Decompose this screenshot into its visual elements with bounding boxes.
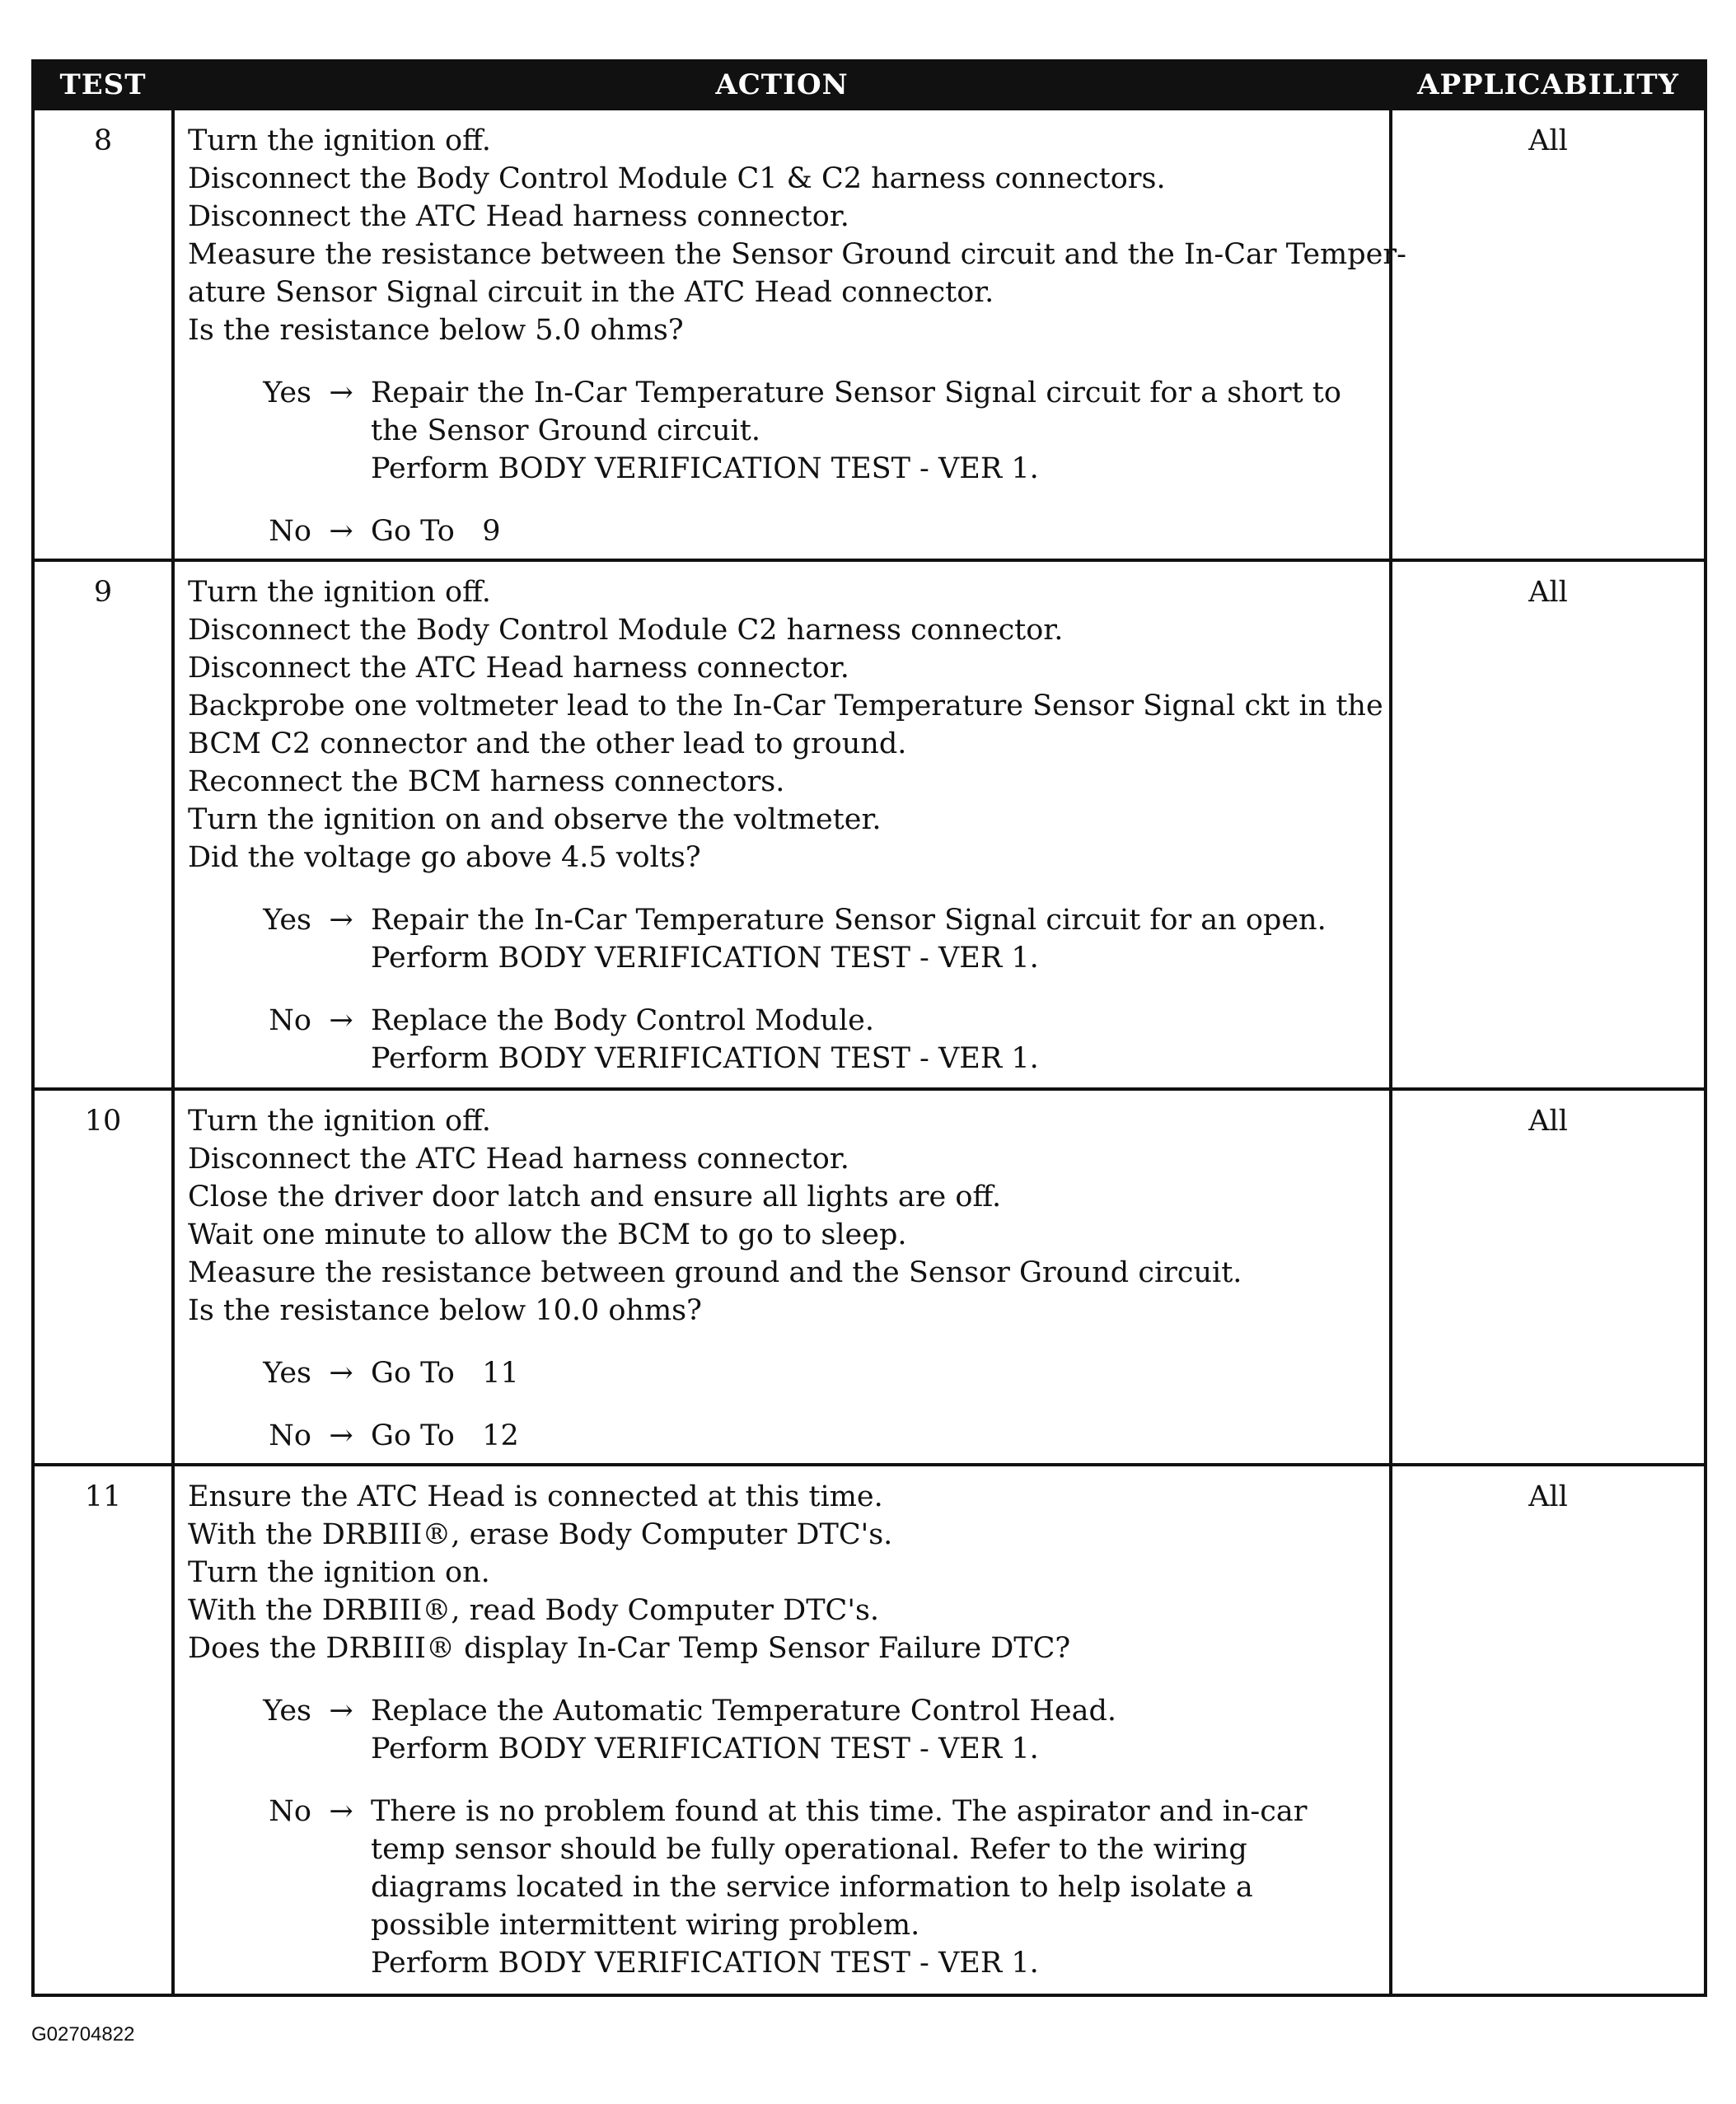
action-step: ature Sensor Signal circuit in the ATC Head connector. bbox=[188, 276, 994, 309]
action-step: With the DRBIII®, erase Body Computer DTC's. bbox=[188, 1518, 893, 1551]
action-step: Wait one minute to allow the BCM to go to sleep. bbox=[188, 1218, 907, 1251]
action-step: Is the resistance below 5.0 ohms? bbox=[188, 314, 684, 347]
outcome-label: No bbox=[269, 1419, 311, 1452]
outcome-text bbox=[371, 1417, 1383, 1455]
header-applicability: APPLICABILITY bbox=[1391, 61, 1706, 109]
action-step: Disconnect the ATC Head harness connector. bbox=[188, 652, 849, 685]
table-row bbox=[33, 560, 1706, 1089]
outcome-line: Perform BODY VERIFICATION TEST - VER 1. bbox=[371, 1042, 1039, 1075]
action-step: Disconnect the ATC Head harness connector. bbox=[188, 200, 849, 233]
outcome-line: Perform BODY VERIFICATION TEST - VER 1. bbox=[371, 942, 1039, 975]
action-cell bbox=[173, 1089, 1391, 1465]
outcome-text bbox=[371, 901, 1383, 977]
outcome-line: possible intermittent wiring problem. bbox=[371, 1909, 920, 1942]
arrow-right-icon: → bbox=[329, 904, 353, 937]
outcome-line: the Sensor Ground circuit. bbox=[371, 414, 760, 447]
outcome-text bbox=[371, 1002, 1383, 1078]
action-step: Ensure the ATC Head is connected at this time. bbox=[188, 1480, 883, 1513]
table-row bbox=[33, 109, 1706, 560]
action-step: Close the driver door latch and ensure all lights are off. bbox=[188, 1181, 1002, 1213]
action-step: With the DRBIII®, read Body Computer DTC's. bbox=[188, 1594, 880, 1627]
table-body bbox=[33, 109, 1706, 1995]
outcome-label: No bbox=[269, 515, 311, 548]
table-header-row bbox=[33, 61, 1706, 109]
outcome-line: Perform BODY VERIFICATION TEST - VER 1. bbox=[371, 1732, 1039, 1765]
action-step: Did the voltage go above 4.5 volts? bbox=[188, 841, 701, 874]
test-number: 9 bbox=[33, 560, 173, 1089]
outcome-line: There is no problem found at this time. The aspirator and in-car bbox=[371, 1795, 1308, 1828]
outcome-no bbox=[188, 1417, 1383, 1455]
outcome-yes bbox=[188, 1692, 1383, 1768]
outcome-label: No bbox=[269, 1004, 311, 1037]
header-action: ACTION bbox=[173, 61, 1391, 109]
outcome-label: Yes bbox=[263, 1357, 311, 1390]
action-step: Disconnect the ATC Head harness connector. bbox=[188, 1143, 849, 1176]
action-step: Measure the resistance between ground and the Sensor Ground circuit. bbox=[188, 1256, 1242, 1289]
outcome-label: Yes bbox=[263, 904, 311, 937]
diagnostic-test-table bbox=[31, 59, 1707, 1997]
action-step: Turn the ignition off. bbox=[188, 576, 491, 609]
action-step: Turn the ignition on. bbox=[188, 1556, 490, 1589]
action-step: Does the DRBIII® display In-Car Temp Sensor Failure DTC? bbox=[188, 1632, 1071, 1665]
outcome-line: Go To 12 bbox=[371, 1419, 519, 1452]
outcome-line: Go To 11 bbox=[371, 1357, 519, 1390]
action-step: Disconnect the Body Control Module C1 & C2 harness connectors. bbox=[188, 162, 1166, 195]
outcome-yes bbox=[188, 1354, 1383, 1392]
action-step: Backprobe one voltmeter lead to the In-Car Temperature Sensor Signal ckt in the bbox=[188, 690, 1383, 722]
outcome-line: Perform BODY VERIFICATION TEST - VER 1. bbox=[371, 1947, 1039, 1980]
header-test: TEST bbox=[33, 61, 173, 109]
arrow-right-icon: → bbox=[329, 1795, 353, 1828]
outcome-no bbox=[188, 1002, 1383, 1078]
applicability-value: All bbox=[1391, 1089, 1706, 1465]
applicability-value: All bbox=[1391, 560, 1706, 1089]
outcome-text bbox=[371, 1354, 1383, 1392]
outcome-line: Perform BODY VERIFICATION TEST - VER 1. bbox=[371, 452, 1039, 485]
arrow-right-icon: → bbox=[329, 1357, 353, 1390]
arrow-right-icon: → bbox=[329, 1695, 353, 1728]
outcome-line: Replace the Automatic Temperature Control Head. bbox=[371, 1695, 1117, 1728]
outcome-text bbox=[371, 512, 1383, 550]
action-step: BCM C2 connector and the other lead to ground. bbox=[188, 727, 907, 760]
action-cell bbox=[173, 560, 1391, 1089]
arrow-right-icon: → bbox=[329, 1419, 353, 1452]
arrow-right-icon: → bbox=[329, 515, 353, 548]
outcome-line: Replace the Body Control Module. bbox=[371, 1004, 874, 1037]
applicability-value: All bbox=[1391, 1465, 1706, 1995]
outcome-text bbox=[371, 374, 1383, 488]
outcome-label: No bbox=[269, 1795, 311, 1828]
arrow-right-icon: → bbox=[329, 376, 353, 409]
test-number: 10 bbox=[33, 1089, 173, 1465]
table-row bbox=[33, 1089, 1706, 1465]
outcome-line: temp sensor should be fully operational. Refer to the wiring bbox=[371, 1833, 1247, 1866]
table-row bbox=[33, 1465, 1706, 1995]
figure-id: G02704822 bbox=[31, 2023, 135, 2046]
outcome-no bbox=[188, 512, 1383, 550]
action-cell bbox=[173, 1465, 1391, 1995]
outcome-line: Go To 9 bbox=[371, 515, 501, 548]
action-step: Reconnect the BCM harness connectors. bbox=[188, 765, 785, 798]
outcome-text bbox=[371, 1793, 1383, 1982]
outcome-line: Repair the In-Car Temperature Sensor Signal circuit for a short to bbox=[371, 376, 1341, 409]
outcome-line: Repair the In-Car Temperature Sensor Signal circuit for an open. bbox=[371, 904, 1327, 937]
test-number: 11 bbox=[33, 1465, 173, 1995]
outcome-label: Yes bbox=[263, 1695, 311, 1728]
outcome-text bbox=[371, 1692, 1383, 1768]
test-number: 8 bbox=[33, 109, 173, 560]
outcome-yes bbox=[188, 901, 1383, 977]
action-step: Disconnect the Body Control Module C2 harness connector. bbox=[188, 614, 1064, 647]
outcome-label: Yes bbox=[263, 376, 311, 409]
action-step: Is the resistance below 10.0 ohms? bbox=[188, 1294, 702, 1327]
action-step: Turn the ignition off. bbox=[188, 1105, 491, 1138]
outcome-no bbox=[188, 1793, 1383, 1982]
action-step: Measure the resistance between the Sensor Ground circuit and the In-Car Temper- bbox=[188, 238, 1406, 271]
applicability-value: All bbox=[1391, 109, 1706, 560]
action-step: Turn the ignition on and observe the voltmeter. bbox=[188, 803, 882, 836]
outcome-yes bbox=[188, 374, 1383, 488]
outcome-line: diagrams located in the service information to help isolate a bbox=[371, 1871, 1253, 1904]
action-step: Turn the ignition off. bbox=[188, 124, 491, 157]
arrow-right-icon: → bbox=[329, 1004, 353, 1037]
action-cell bbox=[173, 109, 1406, 560]
